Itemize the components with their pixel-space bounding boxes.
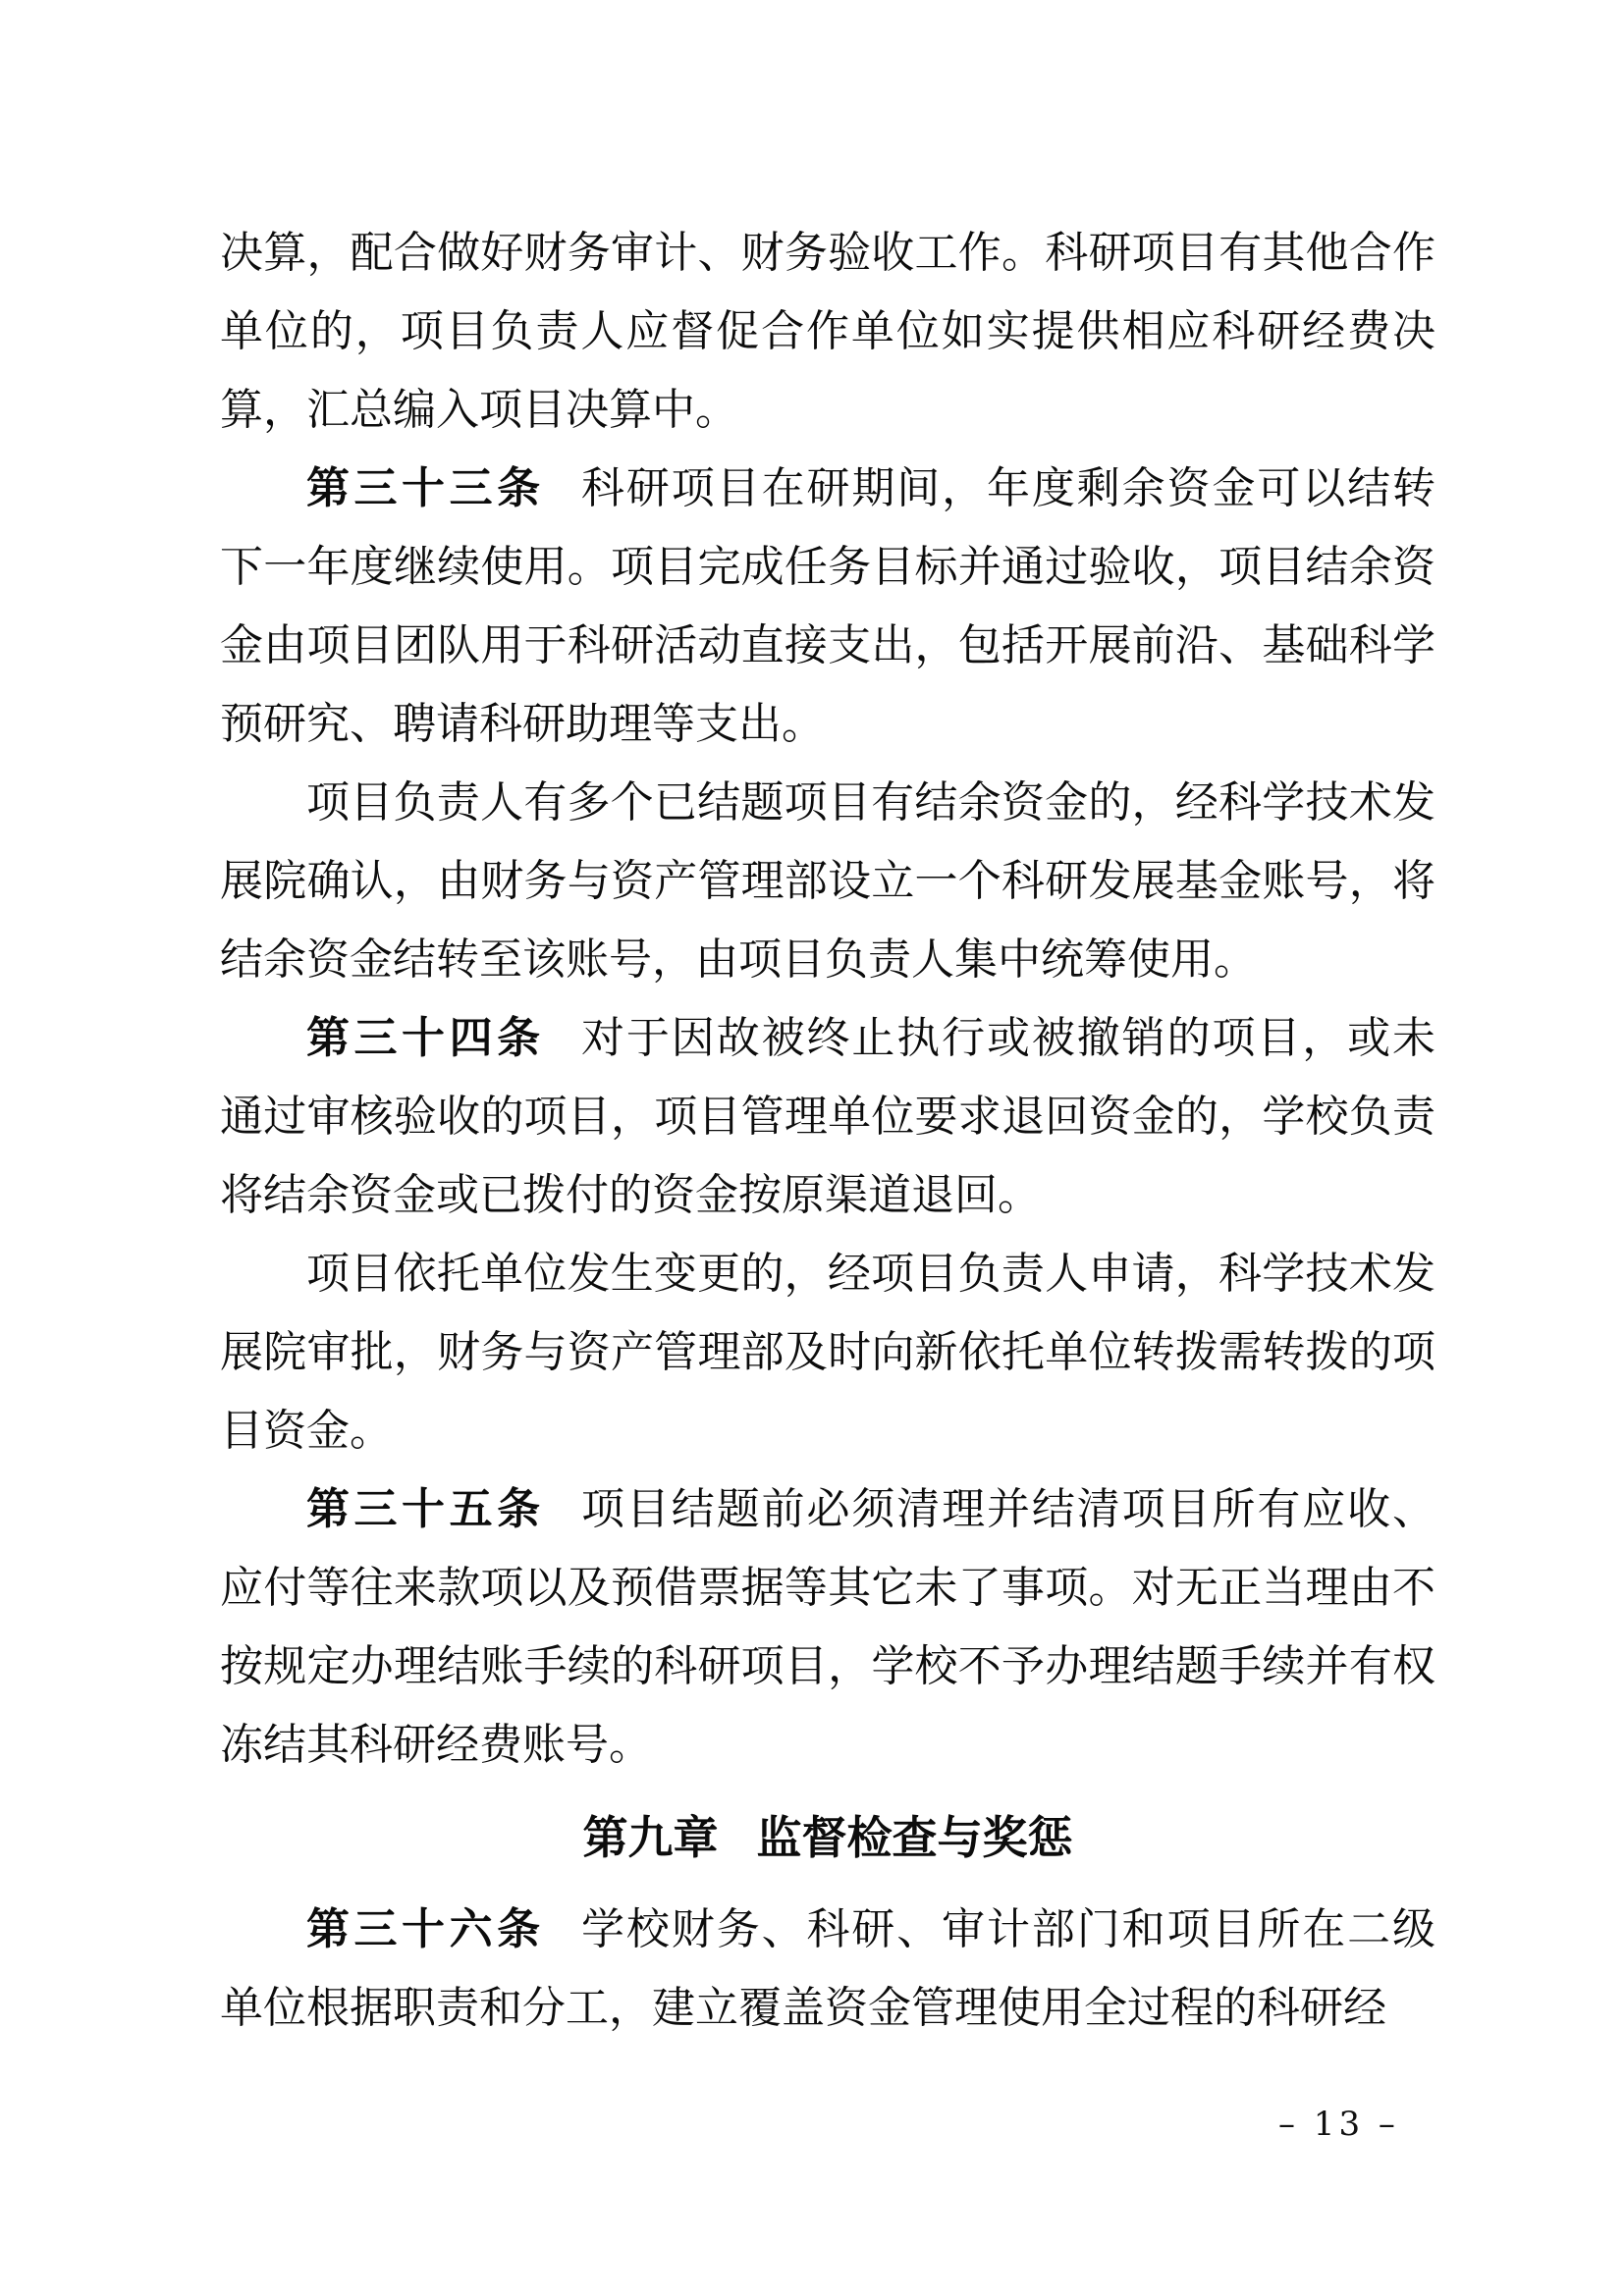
document-content bbox=[220, 214, 1435, 2048]
chapter-9-heading bbox=[220, 1798, 1435, 1877]
paragraph-text: 决算，配合做好财务审计、财务验收工作。科研项目有其他合作单位的，项目负责人应督促合作单位如实提供相应科研经费决算，汇总编入项目决算中。 bbox=[220, 228, 1435, 435]
chapter-title: 监督检查与奖惩 bbox=[756, 1811, 1073, 1864]
paragraph-article-33 bbox=[220, 450, 1435, 764]
article-34-number: 第三十四条 bbox=[306, 1013, 545, 1063]
chapter-number: 第九章 bbox=[582, 1811, 719, 1864]
paragraph-text: 科研项目在研期间，年度剩余资金可以结转下一年度继续使用。项目完成任务目标并通过验收，项目结余资金由项目团队用于科研活动直接支出，包括开展前沿、基础科学预研究、聘请科研助理等支出。 bbox=[220, 463, 1435, 749]
paragraph-article-36 bbox=[220, 1891, 1435, 2048]
paragraph-text: 项目依托单位发生变更的，经项目负责人申请，科学技术发展院审批，财务与资产管理部及时向新依托单位转拨需转拨的项目资金。 bbox=[220, 1249, 1435, 1456]
article-33-number: 第三十三条 bbox=[306, 463, 545, 513]
article-35-number: 第三十五条 bbox=[306, 1484, 545, 1534]
paragraph-text: 项目结题前必须清理并结清项目所有应收、应付等往来款项以及预借票据等其它未了事项。对无正当理由不按规定办理结账手续的科研项目，学校不予办理结题手续并有权冻结其科研经费账号。 bbox=[220, 1484, 1435, 1770]
paragraph-article-34 bbox=[220, 999, 1435, 1235]
paragraph-surplus-funds bbox=[220, 764, 1435, 999]
paragraph-final-settlement bbox=[220, 214, 1435, 450]
paragraph-text: 对于因故被终止执行或被撤销的项目，或未通过审核验收的项目，项目管理单位要求退回资金的，学校负责将结余资金或已拨付的资金按原渠道退回。 bbox=[220, 1013, 1435, 1220]
paragraph-unit-change bbox=[220, 1235, 1435, 1470]
article-36-number: 第三十六条 bbox=[306, 1904, 545, 1954]
paragraph-text: 项目负责人有多个已结题项目有结余资金的，经科学技术发展院确认，由财务与资产管理部设立一个科研发展基金账号，将结余资金结转至该账号，由项目负责人集中统筹使用。 bbox=[220, 777, 1435, 985]
paragraph-text: 学校财务、科研、审计部门和项目所在二级单位根据职责和分工，建立覆盖资金管理使用全过程的科研经 bbox=[220, 1904, 1435, 2033]
paragraph-article-35 bbox=[220, 1470, 1435, 1785]
page-number: – 13 – bbox=[1278, 2105, 1399, 2144]
